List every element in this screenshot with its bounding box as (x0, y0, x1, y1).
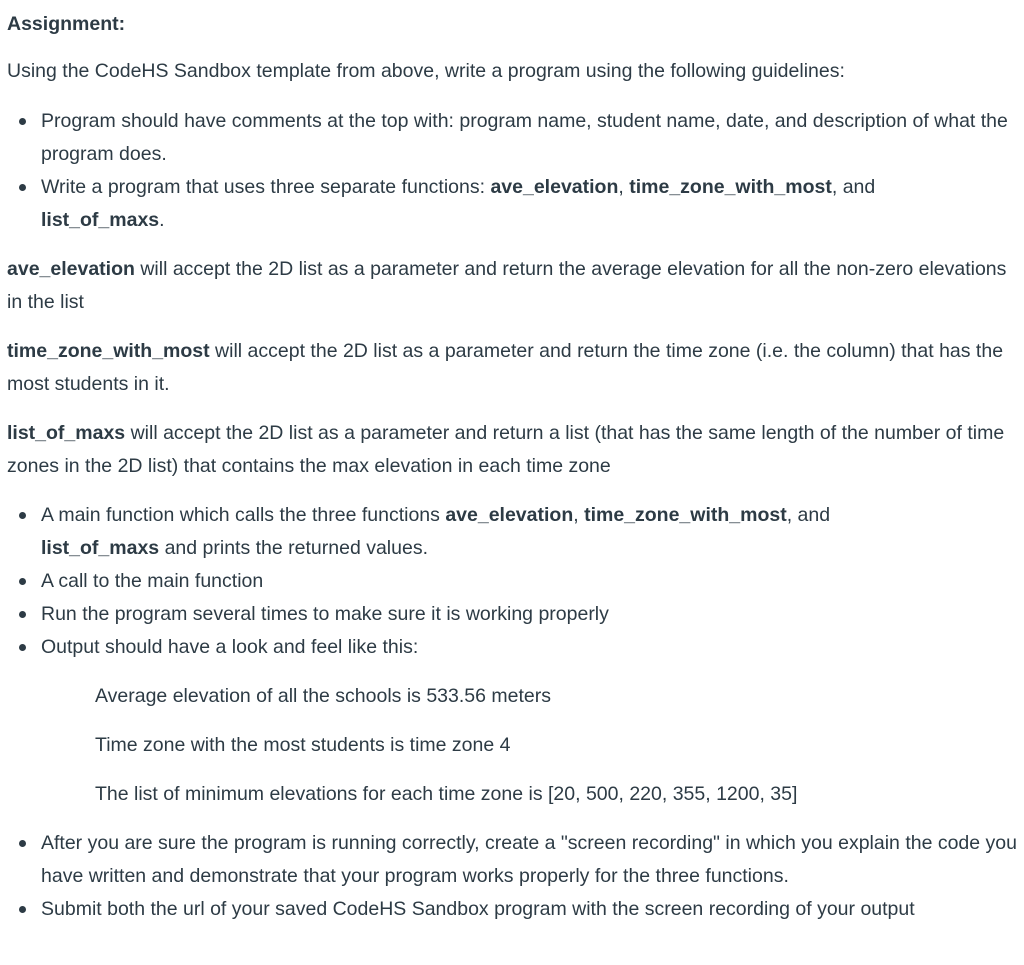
list-item-functions (41, 171, 1017, 237)
description-text: will accept the 2D list as a parameter and return the average elevation for all the non-zero elevations in the list (7, 258, 1007, 313)
submission-list (7, 827, 1017, 926)
function-name-time-zone-with-most: time_zone_with_most (584, 504, 787, 526)
item-text: and prints the returned values. (159, 537, 428, 559)
list-item-comments: Program should have comments at the top with: program name, student name, date, and description of what the program does. (41, 105, 1017, 171)
list-item-run-program: Run the program several times to make sure it is working properly (41, 598, 1017, 631)
guidelines-list (7, 105, 1017, 237)
function-name-list-of-maxs: list_of_maxs (41, 209, 160, 231)
item-text: , (573, 504, 585, 526)
list-item-output-format: Output should have a look and feel like this: (41, 631, 1017, 664)
assignment-heading: Assignment: (7, 13, 126, 35)
list-item-submit: Submit both the url of your saved CodeHS Sandbox program with the screen recording of your output (41, 893, 1017, 926)
sample-output-line: The list of minimum elevations for each time zone is [20, 500, 220, 355, 1200, 35] (95, 783, 798, 805)
list-item-main-call: A call to the main function (41, 565, 1017, 598)
ave-elevation-description (7, 253, 1017, 319)
item-text: . (159, 209, 165, 231)
intro-paragraph: Using the CodeHS Sandbox template from above, write a program using the following guidelines: (7, 60, 845, 82)
requirements-list (7, 499, 1017, 664)
function-name-time-zone-with-most: time_zone_with_most (629, 176, 832, 198)
item-text: Write a program that uses three separate functions: (41, 176, 491, 198)
function-name-list-of-maxs: list_of_maxs (7, 422, 126, 444)
item-text: , (618, 176, 630, 198)
item-text: , and (831, 176, 876, 198)
description-text: will accept the 2D list as a parameter and return the time zone (i.e. the column) that has the most students in it. (7, 340, 1004, 395)
description-text: will accept the 2D list as a parameter and return a list (that has the same length of the number of time zones in the 2D list) that contains the max elevation in each time zone (7, 422, 1005, 477)
item-text: , and (786, 504, 831, 526)
sample-output (7, 680, 1017, 811)
sample-output-line: Time zone with the most students is time zone 4 (95, 734, 511, 756)
function-name-time-zone-with-most: time_zone_with_most (7, 340, 210, 362)
list-item-main-function (41, 499, 1017, 565)
function-name-ave-elevation: ave_elevation (7, 258, 135, 280)
list-item-screen-recording: After you are sure the program is running correctly, create a "screen recording" in which you explain the code you have written and demonstrate that your program works properly for the three functions. (41, 827, 1017, 893)
list-of-maxs-description (7, 417, 1017, 483)
function-name-list-of-maxs: list_of_maxs (41, 537, 160, 559)
item-text: A main function which calls the three functions (41, 504, 446, 526)
function-name-ave-elevation: ave_elevation (490, 176, 619, 198)
sample-output-line: Average elevation of all the schools is 533.56 meters (95, 685, 551, 707)
function-name-ave-elevation: ave_elevation (445, 504, 574, 526)
time-zone-description (7, 335, 1017, 401)
